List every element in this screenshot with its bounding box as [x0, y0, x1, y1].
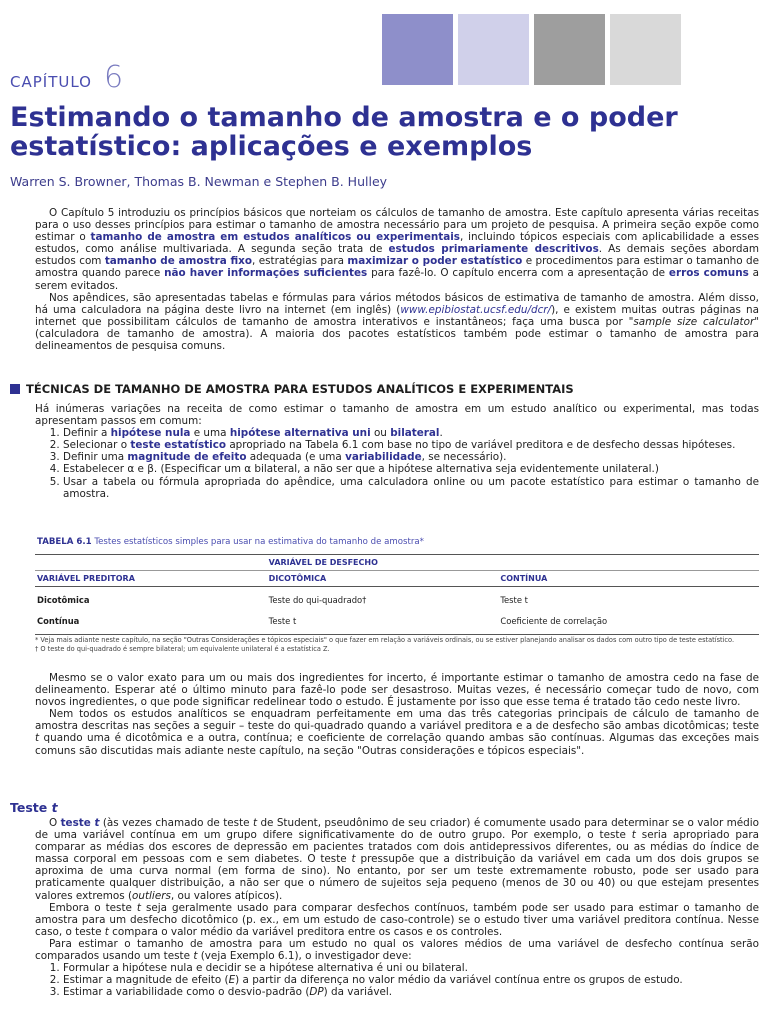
section-heading: TÉCNICAS DE TAMANHO DE AMOSTRA PARA ESTUDOS ANALÍTICOS E EXPERIMENTAIS [10, 382, 574, 396]
steps-list [35, 427, 759, 500]
list-item: 4. Estabelecer α e β. (Especificar um α bilateral, a não ser que a hipótese alternativa seja evidentemente unilateral.) [63, 463, 759, 475]
table-6-1 [35, 554, 759, 635]
color-block-3 [534, 14, 605, 85]
list-item: 5. Usar a tabela ou fórmula apropriada do apêndice, uma calculadora online ou um pacote estatístico para estimar o tamanho de amostra. [63, 476, 759, 500]
list-item: 3. Definir uma magnitude de efeito adequada (e uma variabilidade, se necessário). [63, 451, 759, 463]
table-footnote-1: * Veja mais adiante neste capítulo, na seção "Outras Considerações e tópicos especiais" o que fazer em relação a variáveis ordinais, ou se estiver planejando analisar os dados com outro tipo de teste estatístico. [35, 636, 735, 644]
section1-lead: Há inúmeras variações na receita de como estimar o tamanho de amostra em um estudo analítico ou experimental, mas todas apresentam passos em comum: [35, 403, 759, 428]
section-square-icon [10, 384, 20, 394]
t-test-steps-list [35, 962, 759, 998]
chapter-number: 6 [103, 60, 124, 95]
table-footnote-2: † O teste do qui-quadrado é sempre bilateral; um equivalente unilateral é a estatística Z. [35, 644, 330, 653]
paragraph: Para estimar o tamanho de amostra para um estudo no qual os valores médios de uma variável de desfecho contínua serão comparados usando um teste t (veja Exemplo 6.1), o investigador deve: [35, 937, 759, 963]
list-item: 2. Selecionar o teste estatístico apropriado na Tabela 6.1 com base no tipo de variável preditora e de desfecho dessas hipóteses. [63, 439, 759, 451]
after-table-section [35, 672, 759, 757]
table-header-row: VARIÁVEL PREDITORA DICOTÔMICA CONTÍNUA [35, 571, 759, 587]
color-block-1 [382, 14, 453, 85]
table-group-header-row: VARIÁVEL DE DESFECHO [35, 555, 759, 571]
intro-paragraph-1: O Capítulo 5 introduziu os princípios básicos que norteiam os cálculos de tamanho de amostra. Este capítulo apresenta várias receitas para o uso desses princípios para estimar o tamanho de amostra necessário para um projeto de pesquisa. A primeira seção expõe como estimar o tamanho de amostra em estudos analíticos ou experimentais, incluindo tópicos especiais com aplicabilidade a esses estudos, como análise multivariada. A segunda seção trata de estudos primariamente descritivos. As demais seções abordam estudos com tamanho de amostra fixo, estratégias para maximizar o poder estatístico e procedimentos para estimar o tamanho de amostra quando parece não haver informações suficientes para fazê-lo. O capítulo encerra com a apresentação de erros comuns a serem evitados. [35, 207, 760, 292]
paragraph: Mesmo se o valor exato para um ou mais dos ingredientes for incerto, é importante estimar o tamanho de amostra cedo na fase de delineamento. Esperar até o último minuto para fazê-lo pode ser desastroso. Muitas vezes, é necessário começar tudo de novo, com novos ingredientes, o que pode significar redelinear todo o estudo. É justamente por isso que esse tema é tratado tão cedo neste livro. [35, 672, 759, 709]
paragraph: O teste t (às vezes chamado de teste t de Student, pseudônimo de seu criador) é comumente usado para determinar se o valor médio de uma variável contínua em um grupo difere significativamente do de outro grupo. Por exemplo, o teste t seria apropriado para comparar as médias dos escores de depressão em pacientes tratados com dois antidepressivos diferentes, ou as médias do índice de massa corporal em pessoas com e sem diabetes. O teste t pressupõe que a distribuição da variável em cada um dos dois grupos se aproxima de uma curva normal (em forma de sino). No entanto, por ser um teste extremamente robusto, pode ser usado para praticamente qualquer distribuição, a não ser que o número de sujeitos seja pequeno (menos de 30 ou 40) ou que estejam presentes valores extremos (outliers, ou valores atípicos). [35, 817, 760, 902]
table-row: Dicotômica Teste do qui-quadrado† Teste t [37, 595, 528, 605]
table-caption: TABELA 6.1 Testes estatísticos simples para usar na estimativa do tamanho de amostra* [37, 537, 424, 547]
chapter-label: CAPÍTULO [10, 73, 92, 91]
authors: Warren S. Browner, Thomas B. Newman e Stephen B. Hulley [10, 174, 388, 189]
intro-section [35, 207, 759, 352]
chapter-heading [10, 60, 123, 95]
website-link[interactable]: www.epibiostat.ucsf.edu/dcr/ [400, 303, 552, 316]
color-block-4 [610, 14, 681, 85]
intro-paragraph-2: Nos apêndices, são apresentadas tabelas e fórmulas para vários métodos básicos de estimativa de tamanho de amostra. Além disso, há uma calculadora na página deste livro na internet (em inglês) (www.epibiostat.ucsf.edu/dcr/), e existem muitas outras páginas na internet que possibilitam cálculos de tamanho de amostra interativos e instantâneos; faça uma busca por "sample size calculator" (calculadora de tamanho de amostra). A maioria dos pacotes estatísticos também pode estimar o tamanho de amostra para delineamentos de pesquisa comuns. [35, 291, 760, 353]
section1-body [35, 403, 759, 500]
t-test-section [35, 817, 759, 998]
list-item: 1. Formular a hipótese nula e decidir se a hipótese alternativa é uni ou bilateral. [63, 962, 759, 974]
chapter-color-blocks [382, 14, 681, 85]
list-item: 3. Estimar a variabilidade como o desvio-padrão (DP) da variável. [63, 986, 759, 998]
table-row: Contínua Teste t Coeficiente de correlação [35, 608, 759, 635]
subsection-heading-t-test: Teste t [10, 800, 58, 815]
color-block-2 [458, 14, 529, 85]
list-item: 2. Estimar a magnitude de efeito (E) a partir da diferença no valor médio da variável contínua entre os grupos de estudo. [63, 974, 759, 986]
table-footnotes [35, 636, 759, 653]
paragraph: Nem todos os estudos analíticos se enquadram perfeitamente em uma das três categorias principais de cálculo de tamanho de amostra descritas nas seções a seguir – teste do qui-quadrado quando a variável preditora e a de desfecho são ambas dicotômicas; teste t quando uma é dicotômica e a outra, contínua; e coeficiente de correlação quando ambas são contínuas. Algumas das exceções mais comuns são discutidas mais adiante neste capítulo, na seção "Outras considerações e tópicos especiais". [35, 708, 759, 757]
page-title: Estimando o tamanho de amostra e o poder estatístico: aplicações e exemplos [10, 102, 678, 162]
paragraph: Embora o teste t seja geralmente usado para comparar desfechos contínuos, também pode ser usado para estimar o tamanho de amostra para um desfecho dicotômico (p. ex., em um estudo de caso-controle) se o estudo tiver uma variável preditora contínua. Nesse caso, o teste t compara o valor médio da variável preditora entre os casos e os controles. [35, 901, 759, 938]
list-item: 1. Definir a hipótese nula e uma hipótese alternativa uni ou bilateral. [63, 427, 759, 439]
